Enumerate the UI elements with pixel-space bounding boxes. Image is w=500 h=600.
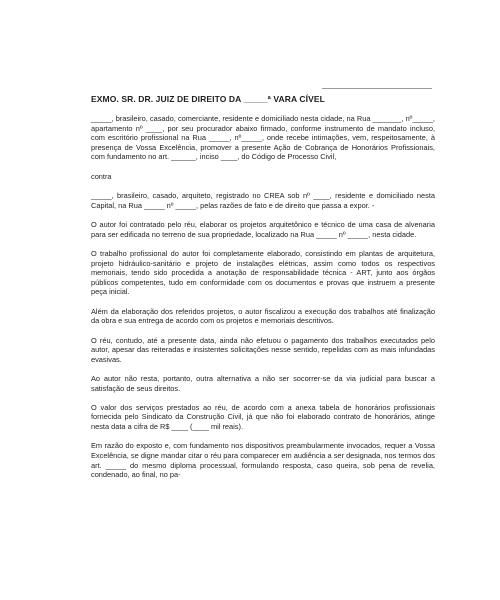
document-body [91,94,435,489]
paragraph-contra: contra [91,171,112,181]
paragraph-contract: O autor foi contratado pelo réu, elaborar os projetos arquitetônico e técnico de uma casa de alvenaria para ser edificada no terreno de sua propriedade, localizado na Rua _____ nº _____, nesta cidade. [91,220,435,239]
document-heading: EXMO. SR. DR. JUIZ DE DIREITO DA _____ª VARA CÍVEL [91,94,325,104]
paragraph-non-payment: O réu, contudo, até a presente data, ainda não efetuou o pagamento dos trabalhos executados pelo autor, apesar das reiteradas e insistentes solicitações nesse sentido, repelidas com as mais infundadas evasivas. [91,335,435,364]
header-rule [322,88,432,89]
paragraph-plaintiff-qualification: _____, brasileiro, casado, comerciante, residente e domiciliado nesta cidade, na Rua _______, nº_____, apartamento nº ____, por seu procurador abaixo firmado, conforme instrumento de mandato incluso, com escritório profissional na Rua _____, nº_____, onde recebe intimações, vem, respeitosamente, à presença de Vossa Excelência, promover a presente Ação de Cobrança de Honorários Profissionais, com fundamento no art. ______, inciso ____, do Código de Processo Civil, [91,114,435,162]
paragraph-defendant-qualification: _____, brasileiro, casado, arquiteto, registrado no CREA sob nº ____, residente e domiciliado nesta Capital, na Rua _____ nº _____, pelas razões de fato e de direito que passa a expor. - [91,191,435,210]
paragraph-work-done: O trabalho profissional do autor foi completamente elaborado, consistindo em plantas de arquitetura, projeto hidráulico-sanitário e projeto de instalações elétricas, assim como todos os respectivos memoriais, tendo sido procedida a anotação de responsabilidade técnica - ART, junto aos órgãos públicos competentes, tudo em conformidade com os documentos e provas que instruem a presente peça inicial. [91,249,435,297]
paragraph-judicial-recourse: Ao autor não resta, portanto, outra alternativa a não ser socorrer-se da via judicial para buscar a satisfação de seus direitos. [91,374,435,393]
paragraph-request: Em razão do exposto e, com fundamento nos dispositivos preambularmente invocados, requer a Vossa Excelência, se digne mandar citar o réu para comparecer em audiência a ser designada, nos termos dos art. _____ do mesmo diploma processual, formulando resposta, caso queira, sob pena de revelia, condenado, ao final, no pa- [91,441,435,480]
paragraph-supervision: Além da elaboração dos referidos projetos, o autor fiscalizou a execução dos trabalhos até finalização da obra e sua entrega de acordo com os projetos e memoriais descritivos. [91,306,435,326]
paragraph-amount: O valor dos serviços prestados ao réu, de acordo com a anexa tabela de honorários profissionais fornecida pelo Sindicato da Construção Civil, já que não foi elaborado contrato de honorários, atinge nesta data a cifra de R$ ____ (____ mil reais). [91,402,435,432]
